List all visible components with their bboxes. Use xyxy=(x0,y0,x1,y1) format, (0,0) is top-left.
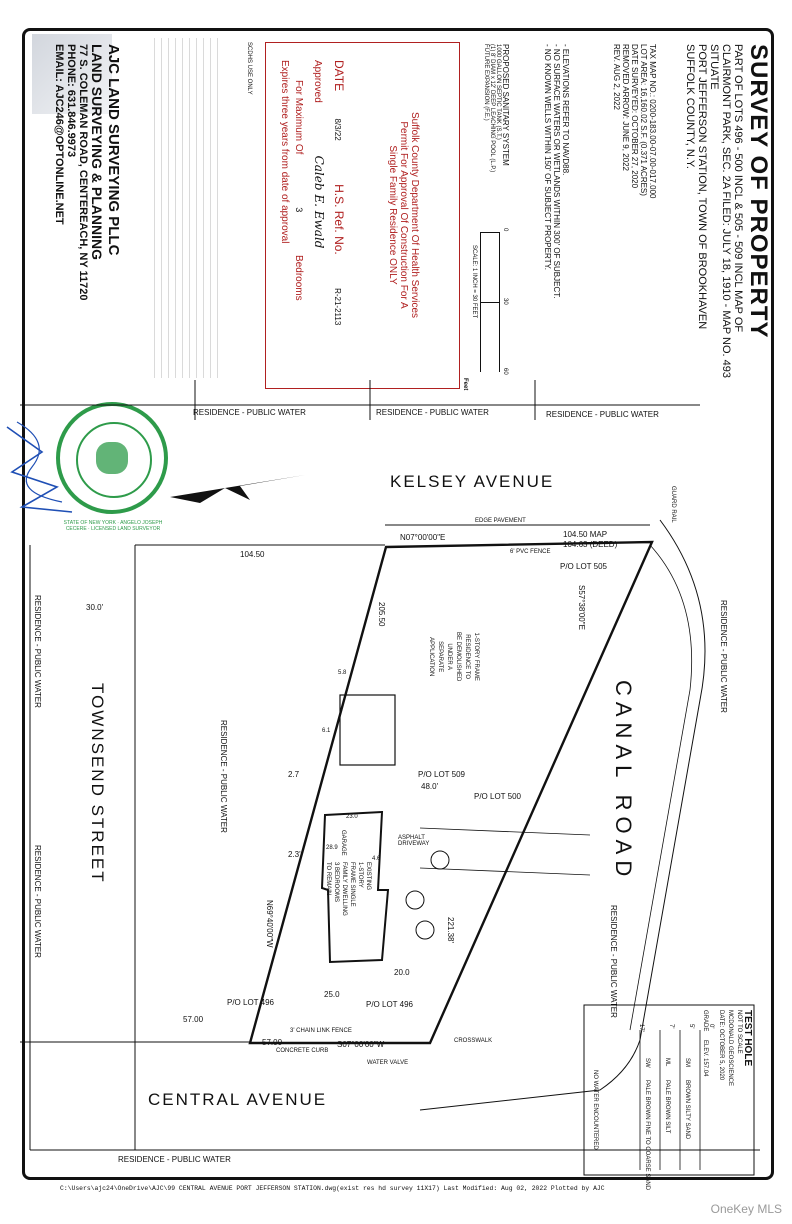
title-line: SUFFOLK COUNTY, N.Y. xyxy=(684,44,696,169)
surveyor-name: AJC LAND SURVEYING PLLC xyxy=(105,44,122,256)
north-deed-dist: 104.63 (DEED) xyxy=(563,540,618,549)
dim-label: 23.0 xyxy=(346,814,358,820)
residence-label: RESIDENCE - PUBLIC WATER xyxy=(219,720,228,833)
top-distance: 104.50 xyxy=(240,550,265,559)
test-hole-desc: PALE BROWN SILT xyxy=(664,1080,670,1134)
title-line: SITUATE xyxy=(708,44,720,90)
test-hole-code: SW xyxy=(644,1058,650,1068)
test-hole-depth: 5' xyxy=(688,1024,694,1029)
sanitary-line: PROPOSED SANITARY SYSTEM xyxy=(501,44,510,166)
dim-label: 2.7 xyxy=(288,770,300,779)
lot-label: P/O LOT 505 xyxy=(560,562,607,571)
leaching-pool xyxy=(416,921,434,939)
test-hole-title: TEST HOLE xyxy=(742,1010,753,1067)
permit-approved-label: Approved xyxy=(312,60,323,103)
lot-label: P/O LOT 509 xyxy=(418,770,465,779)
test-hole-by: MCDONALD GEOSCIENCE xyxy=(727,1010,733,1087)
test-hole-elev: ELEV. 157.04 xyxy=(702,1040,708,1077)
permit-bedrooms-label: Bedrooms xyxy=(293,255,304,301)
residence-label: RESIDENCE - PUBLIC WATER xyxy=(118,1155,231,1164)
test-hole-not-to-scale: NOT TO SCALE xyxy=(736,1010,742,1054)
bottom-distance: 57.00 xyxy=(183,1015,204,1024)
permit-line: Permit For Approval Of Construction For A xyxy=(398,121,409,309)
west-distance: 205.50 xyxy=(377,602,386,627)
street-width: 30.0' xyxy=(86,603,104,612)
dim-label: 5.8 xyxy=(338,670,347,676)
crosswalk: CROSSWALK xyxy=(454,1038,493,1044)
property-boundary xyxy=(250,542,652,1043)
note-line: - ELEVATIONS REFER TO NAVD88. xyxy=(561,44,570,176)
frame-line: BE DEMOLISHED xyxy=(455,632,461,682)
frame-residence-label xyxy=(426,632,480,681)
dim-label: 6.1 xyxy=(322,728,331,734)
test-hole-header xyxy=(716,1010,752,1086)
canal-distance: 221.38' xyxy=(446,917,455,943)
chain-fence: 3' CHAIN LINK FENCE xyxy=(290,1028,352,1034)
residence-label: RESIDENCE - PUBLIC WATER xyxy=(376,408,489,417)
scale-label: SCALE: 1 INCH = 30 FEET xyxy=(471,245,477,319)
detail-line: REMOVED ARROW: JUNE 9, 2022 xyxy=(621,44,630,171)
title-line: PART OF LOTS 496 - 500 INCL & 505 - 509 INCL MAP OF xyxy=(732,44,744,333)
permit-date-value: 8/3/22 xyxy=(333,118,342,141)
septic-tank xyxy=(406,891,424,909)
test-hole-code: ML xyxy=(664,1058,670,1067)
dwelling-label xyxy=(324,862,372,916)
title-line: PORT JEFFERSON STATION, TOWN OF BROOKHAVEN xyxy=(696,44,708,330)
test-hole-depth: 0' xyxy=(708,1024,714,1029)
dim-label: 4.6 xyxy=(372,856,381,862)
survey-heading: SURVEY OF PROPERTY xyxy=(745,44,772,339)
note-line: - NO KNOWN WELLS WITHIN 150' OF SUBJECT PROPERTY. xyxy=(543,44,552,271)
test-hole-grade: GRADE xyxy=(702,1010,708,1032)
dwelling-line: 3 BEDROOMS xyxy=(333,862,339,903)
permit-line: Suffolk County Department Of Health Services xyxy=(409,111,420,319)
permit-date-label: DATE xyxy=(332,60,346,92)
concrete-curb: CONCRETE CURB xyxy=(276,1048,329,1054)
frame-line: UNDER A xyxy=(446,643,452,671)
dwelling-line: TO REMAIN xyxy=(325,862,331,896)
lot-label: P/O LOT 496 xyxy=(227,998,274,1007)
bearing-east: S57°38'00"E xyxy=(577,585,586,630)
title-line: CLAIRMONT PARK, SEC. 2A FILED: JULY 18, 1910 - MAP NO. 493 xyxy=(720,44,732,379)
residence-label: RESIDENCE - PUBLIC WATER xyxy=(33,845,42,958)
test-hole-depth: 17' xyxy=(638,1024,644,1032)
residence-label: RESIDENCE - PUBLIC WATER xyxy=(193,408,306,417)
dim-label: 48.0' xyxy=(421,782,439,791)
residence-label: RESIDENCE - PUBLIC WATER xyxy=(719,600,728,713)
permit-expires: Expires three years from date of approval xyxy=(279,60,290,244)
frame-line: RESIDENCE TO xyxy=(464,634,470,680)
dwelling-line: 1-STORY xyxy=(357,862,363,888)
seal-text: STATE OF NEW YORK · ANGELO JOSEPH CECERE · LICENSED LAND SURVEYOR xyxy=(63,520,163,532)
surveyor-email: EMAIL: AJC246@OPTONLINE.NET xyxy=(53,44,65,225)
test-hole-desc: PALE BROWN FINE TO COARSE SAND xyxy=(644,1080,650,1191)
residence-label: RESIDENCE - PUBLIC WATER xyxy=(33,595,42,708)
sanitary-line: (1) 8' DIAM x 12' DEEP LEACHING POOL (L.P.) xyxy=(489,44,495,173)
dwelling-line: FRAME SINGLE xyxy=(349,862,355,907)
sanitary-line: 1000 GALLON SEPTIC TANK (S.T.) xyxy=(495,44,501,140)
surveyor-subtitle: LAND SURVEYING & PLANNING xyxy=(89,44,105,260)
scale-tick: 30 xyxy=(502,298,508,305)
road-townsend: TOWNSEND STREET xyxy=(88,683,107,884)
water-valve: WATER VALVE xyxy=(367,1060,409,1066)
bearing-north: N07°00'00"E xyxy=(400,533,446,542)
frame-residence-outline xyxy=(340,695,395,765)
north-map-dist: 104.50 MAP xyxy=(563,530,608,539)
lot-label: P/O LOT 496 xyxy=(366,1000,413,1009)
dwelling-line: EXISTING xyxy=(365,862,371,891)
bearing-south: S07°00'00"W xyxy=(337,1040,385,1049)
watermark: OneKey MLS xyxy=(710,1202,782,1216)
sanitary-line: FUTURE EXPANSION (F.E.) xyxy=(483,44,489,121)
dwelling-line: FAMILY DWELLING xyxy=(341,862,347,916)
residence-label: RESIDENCE - PUBLIC WATER xyxy=(609,905,618,1018)
dim-label: 20.0 xyxy=(394,968,410,977)
permit-max-label: For Maximum Of xyxy=(293,80,304,155)
permit-use-only: SCDHS USE ONLY xyxy=(246,42,252,95)
scale-tick: 60 xyxy=(502,368,508,375)
asphalt-driveway-label: ASPHALT DRIVEWAY xyxy=(398,835,430,847)
residence-label: RESIDENCE - PUBLIC WATER xyxy=(546,410,659,419)
test-hole-water: NO WATER ENCOUNTERED xyxy=(592,1070,598,1150)
surveyor-address: 77 S. COLEMAN ROAD, CENTEREACH, NY 11720 xyxy=(77,44,89,301)
dim-label: 2.3' xyxy=(288,850,301,859)
scale-unit: Feet xyxy=(462,378,468,391)
test-hole-desc: BROWN SILTY SAND xyxy=(684,1080,690,1140)
detail-line: REV. AUG 2, 2022 xyxy=(612,44,621,110)
permit-line: Single Family Residence ONLY xyxy=(387,145,398,285)
edge-pavement: EDGE PAVEMENT xyxy=(475,518,526,524)
file-path-footer: C:\Users\ajc24\OneDrive\AJC\99 CENTRAL AVENUE PORT JEFFERSON STATION.dwg(exist res hd survey 11X17) Last Modified: Aug 02, 2022 Plotted by AJC xyxy=(60,1185,605,1192)
north-pvc-fence: 6' PVC FENCE xyxy=(510,549,551,555)
dim-label: 25.0 xyxy=(324,990,340,999)
road-central-avenue: CENTRAL AVENUE xyxy=(148,1090,328,1109)
test-hole-depth: 7' xyxy=(668,1024,674,1029)
dim-label: 28.9 xyxy=(326,845,338,851)
road-kelsey-avenue: KELSEY AVENUE xyxy=(390,472,555,491)
garage-label: GARAGE xyxy=(340,830,346,856)
frame-line: SEPARATE xyxy=(437,641,443,673)
detail-line: DATE SURVEYED: OCTOBER 27, 2020 xyxy=(630,44,639,189)
surveyor-phone: PHONE: 631.846.9973 xyxy=(65,44,77,158)
frame-line: 1-STORY FRAME xyxy=(473,632,479,681)
bearing-west: N69°40'00"W xyxy=(265,900,274,948)
permit-bedrooms-value: 3 xyxy=(294,207,304,213)
north-arrow-icon xyxy=(170,475,305,503)
road-canal: CANAL ROAD xyxy=(611,680,636,883)
future-expansion-pool xyxy=(431,851,449,869)
test-hole-code: SM xyxy=(684,1058,690,1067)
lot-label: P/O LOT 500 xyxy=(474,792,521,801)
frame-line: APPLICATION xyxy=(428,637,434,677)
note-line: - NO SURFACE WATERS OR WETLANDS WITHIN 300' OF SUBJECT. xyxy=(552,44,561,299)
guard-rail: GUARD RAIL xyxy=(670,486,676,523)
scale-tick: 0 xyxy=(502,228,508,232)
permit-ref-value: R-21-2113 xyxy=(333,288,342,326)
detail-line: TAX MAP NO.: 0200-183.00-07.00-017.000 xyxy=(648,44,657,199)
permit-ref-label: H.S. Ref. No. xyxy=(332,184,346,255)
bottom-distance: 57.00 xyxy=(262,1038,283,1047)
permit-signature: Caleb E. Ewald xyxy=(312,155,326,249)
test-hole-date: DATE: OCTOBER 5, 2020 xyxy=(718,1010,724,1081)
detail-line: LOT AREA: 16,160.02 S.F. (0.371 ACRES) xyxy=(639,44,648,196)
